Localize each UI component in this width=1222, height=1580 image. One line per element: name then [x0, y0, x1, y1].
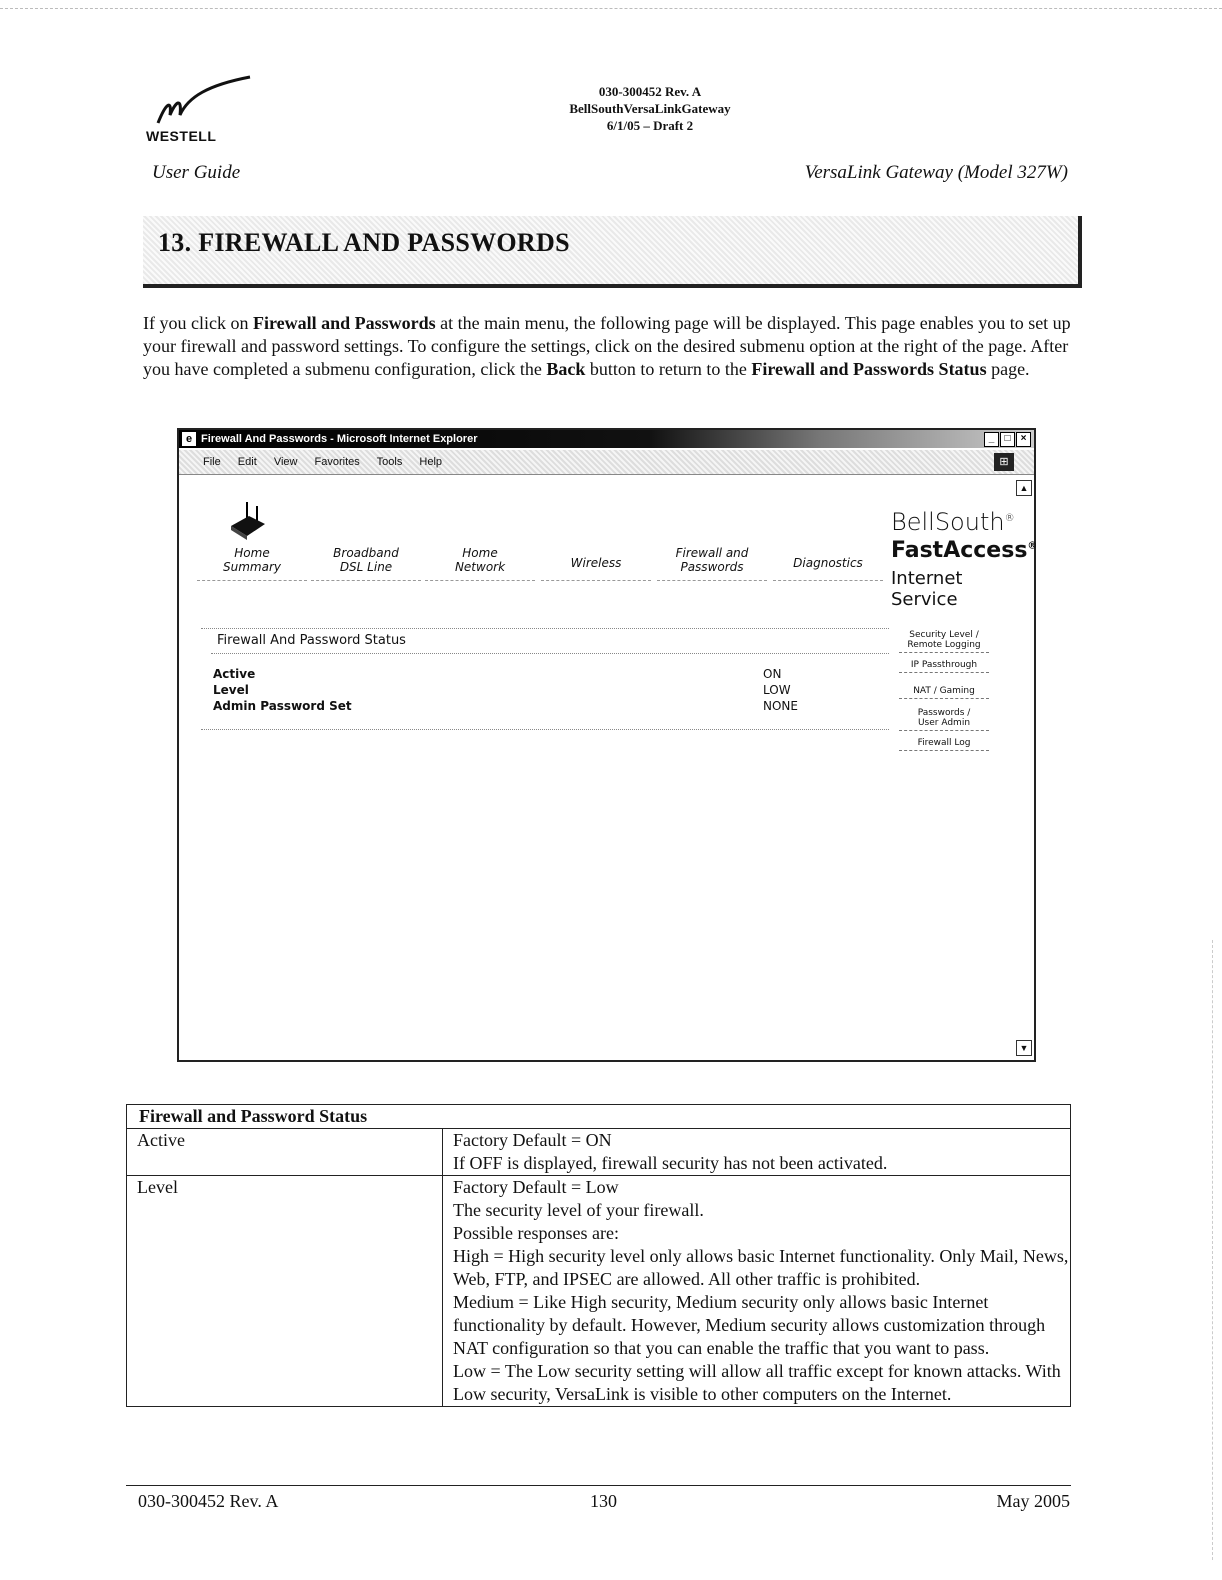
submenu-label: Remote Logging: [907, 640, 981, 650]
logo-text: WESTELL: [146, 128, 217, 144]
submenu-passwords[interactable]: [899, 708, 989, 731]
submenu-label: Security Level /: [909, 630, 979, 640]
browser-titlebar: [179, 430, 1034, 448]
windows-flag-icon: ⊞: [994, 453, 1014, 471]
status-label-level: Level: [213, 683, 249, 697]
nav-label: Wireless: [570, 556, 622, 570]
nav-broadband[interactable]: [311, 546, 421, 581]
menu-file[interactable]: File: [203, 456, 221, 468]
table-header: Firewall and Password Status: [127, 1105, 1071, 1129]
brand-fastaccess: [891, 538, 1037, 563]
nav-label: Passwords: [680, 560, 744, 574]
desc-line: The security level of your firewall.: [453, 1200, 704, 1220]
browser-menubar: [179, 450, 1034, 475]
submenu-label: Firewall Log: [917, 738, 971, 748]
table-header-row: [127, 1105, 1071, 1129]
row-desc-active: [443, 1129, 1071, 1176]
top-scan-rule: [0, 8, 1222, 9]
status-value-level: LOW: [763, 683, 791, 697]
scroll-down-icon[interactable]: ▼: [1016, 1040, 1032, 1056]
nav-label: Diagnostics: [793, 556, 863, 570]
intro-text: page.: [986, 359, 1030, 379]
intro-paragraph: [143, 312, 1073, 381]
submenu-firewall-log[interactable]: [899, 738, 989, 751]
brand-text: BellSouth: [891, 508, 1005, 536]
footer-date: May 2005: [996, 1491, 1070, 1511]
header-right: VersaLink Gateway (Model 327W): [804, 162, 1068, 183]
table-row: [127, 1129, 1071, 1176]
nav-label: Broadband: [333, 546, 399, 560]
footer-rule: [126, 1485, 1071, 1486]
row-desc-level: [443, 1176, 1071, 1407]
menu-tools[interactable]: Tools: [376, 456, 403, 468]
row-name-level: Level: [127, 1176, 443, 1407]
close-icon[interactable]: ×: [1016, 432, 1031, 447]
intro-bold: Firewall and Passwords Status: [751, 359, 987, 379]
doc-name: BellSouthVersaLinkGateway: [569, 101, 731, 116]
doc-number: 030-300452 Rev. A: [598, 84, 702, 99]
maximize-icon[interactable]: □: [1000, 432, 1015, 447]
submenu-label: User Admin: [917, 718, 971, 728]
nav-label: Home: [462, 546, 498, 560]
submenu-nat-gaming[interactable]: [899, 686, 989, 699]
desc-line: Factory Default = Low: [453, 1177, 619, 1197]
submenu-label: NAT / Gaming: [913, 686, 975, 696]
intro-bold: Back: [546, 359, 586, 379]
window-controls: [984, 432, 1031, 447]
doc-date: 6/1/05 – Draft 2: [606, 118, 694, 133]
panel-title: Firewall And Password Status: [217, 633, 406, 648]
router-icon: [227, 500, 267, 542]
status-value-active: ON: [763, 667, 782, 681]
desc-line: Factory Default = ON: [453, 1130, 612, 1150]
intro-text: button to return to the: [585, 359, 752, 379]
header-left: User Guide: [152, 162, 241, 183]
ie-icon: e: [182, 432, 196, 446]
scroll-up-icon[interactable]: ▲: [1016, 480, 1032, 496]
nav-home-network[interactable]: [425, 546, 535, 581]
nav-label: Firewall and: [675, 546, 749, 560]
menu-help[interactable]: Help: [419, 456, 443, 468]
browser-title: Firewall And Passwords - Microsoft Internet Explorer: [201, 433, 478, 445]
desc-line: Low = The Low security setting will allow all traffic except for known attacks. With Low security, VersaLink is visible to other computers on the Internet.: [453, 1361, 1061, 1404]
intro-text: at the main menu, the following page will be displayed. This page enables you to set up your firewall and password settings. To configure the settings, click on the desired submenu option at the right of the page. After you have completed a submenu configuration, click the: [143, 313, 1071, 379]
status-label-active: Active: [213, 667, 256, 681]
status-value-admin-password: NONE: [763, 699, 798, 713]
nav-label: Network: [454, 560, 506, 574]
menu-edit[interactable]: Edit: [237, 456, 257, 468]
scan-edge-line: [1212, 940, 1213, 1560]
nav-wireless[interactable]: [541, 546, 651, 581]
status-label-admin-password: Admin Password Set: [213, 699, 352, 713]
footer-doc-number: 030-300452 Rev. A: [138, 1491, 279, 1511]
desc-line: Possible responses are:: [453, 1223, 619, 1243]
minimize-icon[interactable]: _: [984, 432, 999, 447]
nav-label: Summary: [223, 560, 281, 574]
desc-line: High = High security level only allows basic Internet functionality. Only Mail, News, Web, FTP, and IPSEC are allowed. All other traffic is prohibited.: [453, 1246, 1069, 1289]
status-panel: [201, 628, 889, 730]
nav-diagnostics[interactable]: [773, 546, 883, 581]
nav-label: Home: [234, 546, 270, 560]
submenu-label: IP Passthrough: [910, 660, 978, 670]
browser-window: [177, 428, 1036, 1062]
brand-bellsouth: [891, 508, 1015, 536]
nav-label: DSL Line: [339, 560, 393, 574]
submenu-security-level[interactable]: [899, 630, 989, 653]
section-title: 13. FIREWALL AND PASSWORDS: [158, 228, 570, 257]
brand-text: FastAccess: [891, 538, 1028, 563]
submenu-ip-passthrough[interactable]: [899, 660, 989, 673]
nav-firewall-passwords[interactable]: [657, 546, 767, 581]
registered-mark: ®: [1027, 540, 1038, 552]
footer-page-number: 130: [590, 1491, 617, 1511]
submenu-label: Passwords /: [917, 708, 971, 718]
intro-bold: Firewall and Passwords: [252, 313, 436, 333]
brand-internet-service: Internet Service: [891, 568, 963, 610]
panel-divider: [211, 653, 889, 654]
intro-text: If you click on: [143, 313, 253, 333]
table-row: [127, 1176, 1071, 1407]
nav-home-summary[interactable]: [197, 546, 307, 581]
registered-mark: ®: [1004, 513, 1015, 524]
desc-line: If OFF is displayed, firewall security has not been activated.: [453, 1153, 888, 1173]
desc-line: Medium = Like High security, Medium security only allows basic Internet functionality by default. However, Medium security allows customization through NAT configuration so that you can enable the traffic that you want to pass.: [453, 1292, 1046, 1358]
row-name-active: Active: [127, 1129, 443, 1176]
doc-header-center: [0, 83, 1222, 134]
status-definition-table: [126, 1104, 1071, 1407]
menu-view[interactable]: View: [273, 456, 298, 468]
menu-favorites[interactable]: Favorites: [314, 456, 360, 468]
